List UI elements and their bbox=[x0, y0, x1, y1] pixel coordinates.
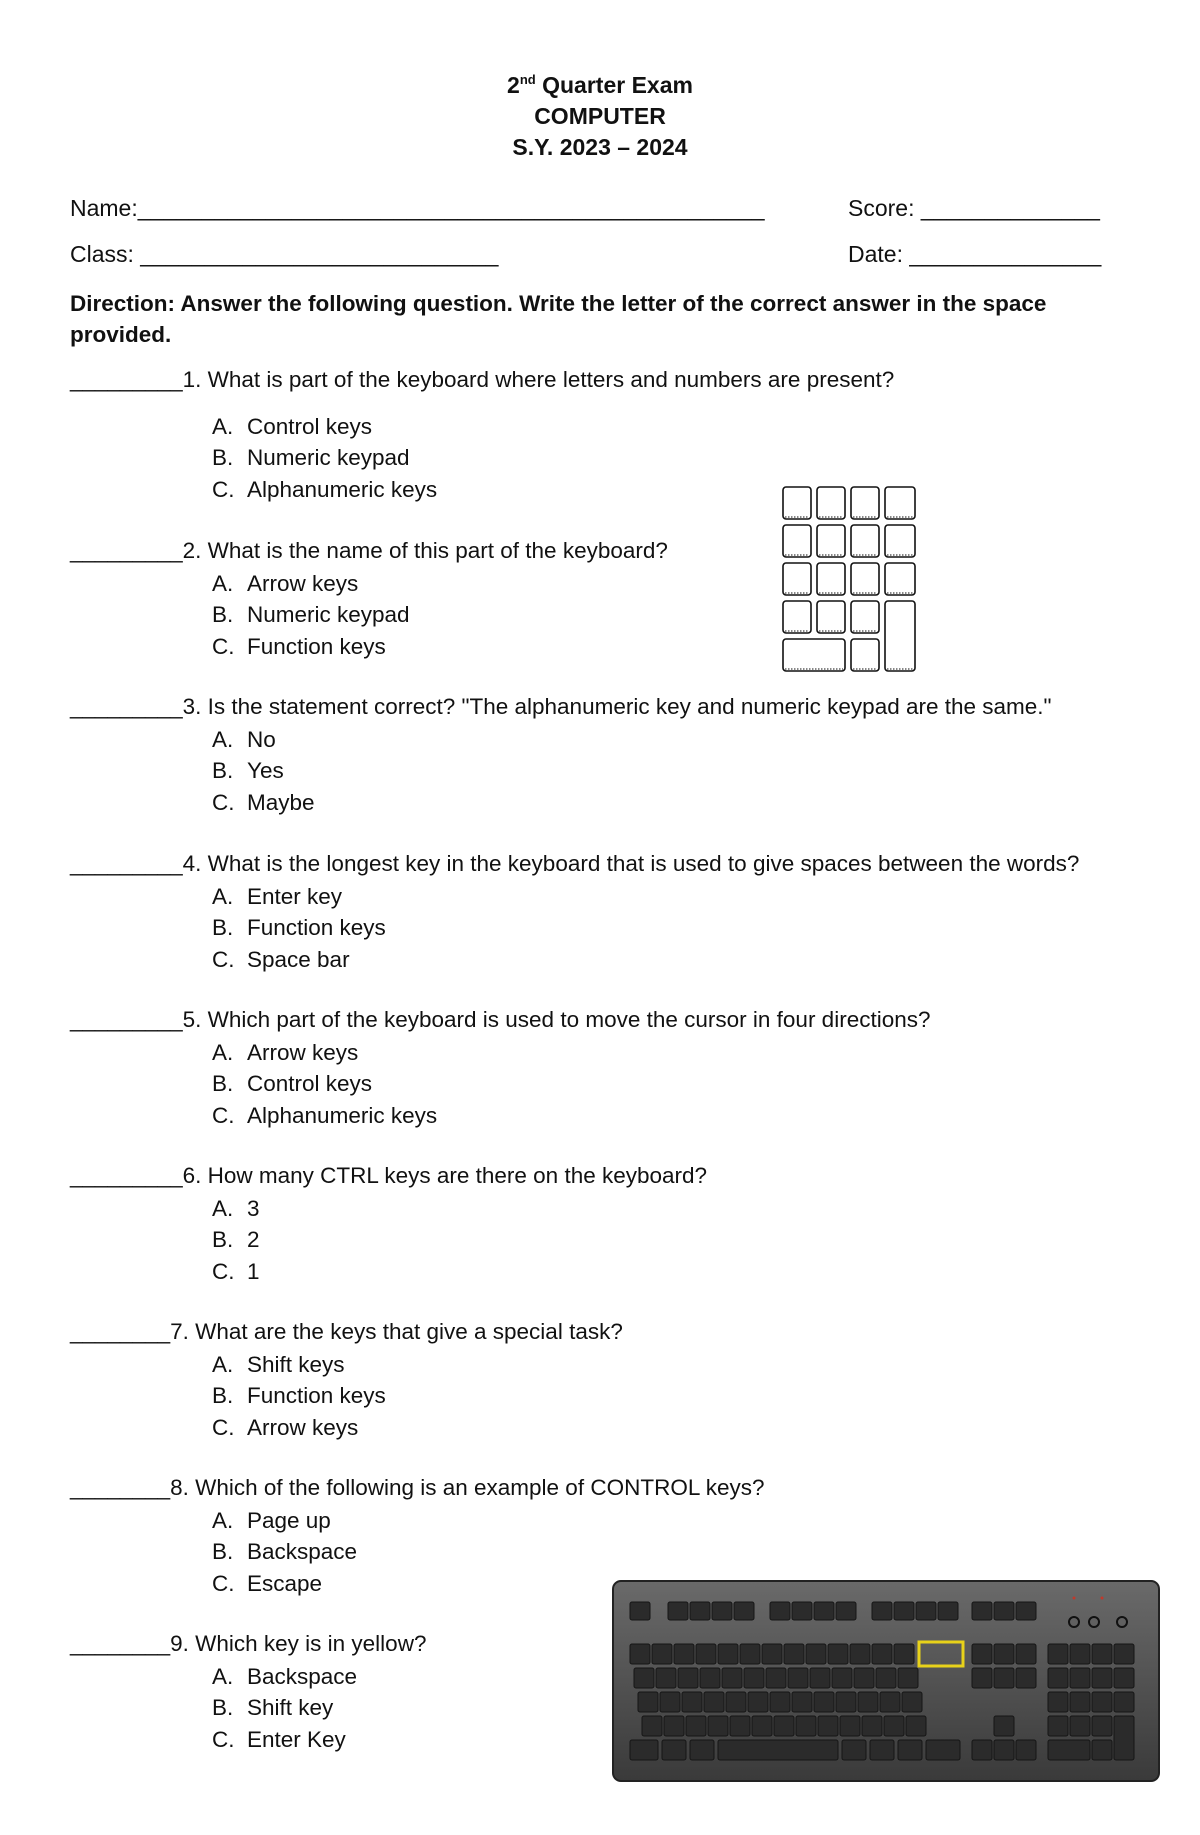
name-field[interactable]: Name:_________________________________________________ bbox=[70, 195, 765, 221]
question-8: ________8. Which of the following is an example of CONTROL keys? bbox=[70, 1475, 765, 1500]
choice-b: B. Shift key bbox=[212, 1695, 334, 1721]
keyboard-key bbox=[630, 1602, 650, 1620]
keypad-key bbox=[817, 601, 845, 633]
keyboard-key bbox=[752, 1716, 772, 1736]
question-5: _________5. Which part of the keyboard is used to move the cursor in four directions? bbox=[70, 1007, 931, 1032]
keyboard-key bbox=[734, 1602, 754, 1620]
keyboard-key bbox=[842, 1740, 866, 1760]
exam-header bbox=[0, 70, 1200, 163]
keyboard-key bbox=[708, 1716, 728, 1736]
keypad-key bbox=[783, 563, 811, 595]
keyboard-key bbox=[766, 1668, 786, 1688]
question-1: _________1. What is part of the keyboard where letters and numbers are present? bbox=[70, 367, 895, 392]
keyboard-key bbox=[686, 1716, 706, 1736]
keyboard-key bbox=[1070, 1644, 1090, 1664]
keyboard-key bbox=[718, 1740, 838, 1760]
keyboard-key bbox=[696, 1644, 716, 1664]
keyboard-key bbox=[898, 1668, 918, 1688]
keyboard-key bbox=[700, 1668, 720, 1688]
keyboard-key bbox=[796, 1716, 816, 1736]
keyboard-key bbox=[862, 1716, 882, 1736]
keyboard-key bbox=[1048, 1740, 1090, 1760]
keyboard-key bbox=[674, 1644, 694, 1664]
keyboard-key bbox=[814, 1692, 834, 1712]
keyboard-key bbox=[858, 1692, 878, 1712]
keyboard-key bbox=[1114, 1644, 1134, 1664]
question-4: _________4. What is the longest key in the keyboard that is used to give spaces between the words? bbox=[70, 851, 1080, 876]
class-field[interactable]: Class: ____________________________ bbox=[70, 241, 499, 267]
question-1-choices bbox=[212, 411, 437, 505]
keyboard-key bbox=[806, 1644, 826, 1664]
keypad-key bbox=[851, 487, 879, 519]
keyboard-key bbox=[972, 1644, 992, 1664]
class-date-row bbox=[70, 241, 1110, 271]
keyboard-key bbox=[898, 1740, 922, 1760]
question-5-choices bbox=[212, 1037, 437, 1131]
keyboard-key bbox=[994, 1716, 1014, 1736]
keyboard-key bbox=[730, 1716, 750, 1736]
keyboard-key bbox=[718, 1644, 738, 1664]
keyboard-key bbox=[784, 1644, 804, 1664]
keyboard-key bbox=[1048, 1716, 1068, 1736]
keyboard-key bbox=[926, 1740, 960, 1760]
keyboard-key bbox=[712, 1602, 732, 1620]
keypad-key bbox=[885, 563, 915, 595]
keyboard-key bbox=[894, 1644, 914, 1664]
score-field[interactable]: Score: ______________ bbox=[848, 195, 1100, 221]
keyboard-key bbox=[832, 1668, 852, 1688]
keyboard-key bbox=[902, 1692, 922, 1712]
keyboard-key bbox=[906, 1716, 926, 1736]
keyboard-key bbox=[814, 1602, 834, 1620]
choice-c: C. Alphanumeric keys bbox=[212, 476, 438, 502]
choice-b: B. Numeric keypad bbox=[212, 602, 410, 628]
keyboard-key bbox=[884, 1716, 904, 1736]
keyboard-key bbox=[836, 1602, 856, 1620]
keyboard-key bbox=[690, 1602, 710, 1620]
choice-c: C. Space bar bbox=[212, 946, 350, 972]
keyboard-key bbox=[1070, 1692, 1090, 1712]
choice-a: A. Backspace bbox=[212, 1664, 358, 1689]
name-score-row bbox=[70, 195, 1110, 225]
choice-c: C. Arrow keys bbox=[212, 1414, 359, 1440]
question-4-choices bbox=[212, 881, 386, 975]
choice-b: B. Control keys bbox=[212, 1071, 373, 1097]
keyboard-key bbox=[1016, 1644, 1036, 1664]
choice-a: A. No bbox=[212, 727, 276, 752]
keyboard-key bbox=[1114, 1716, 1134, 1760]
keyboard-key bbox=[994, 1644, 1014, 1664]
directions: Direction: Answer the following question. Write the letter of the correct answer in the space provided. bbox=[70, 291, 1047, 347]
question-7-choices bbox=[212, 1349, 386, 1443]
keyboard-key bbox=[1092, 1692, 1112, 1712]
keyboard-key bbox=[994, 1668, 1014, 1688]
keyboard-key bbox=[704, 1692, 724, 1712]
keyboard-key bbox=[872, 1602, 892, 1620]
keyboard-key bbox=[836, 1692, 856, 1712]
keyboard-key bbox=[664, 1716, 684, 1736]
choice-a: A. Arrow keys bbox=[212, 1040, 359, 1065]
keyboard-key bbox=[668, 1602, 688, 1620]
keyboard-key bbox=[652, 1644, 672, 1664]
keyboard-key bbox=[770, 1602, 790, 1620]
keyboard-key bbox=[1048, 1692, 1068, 1712]
keyboard-key bbox=[1048, 1644, 1068, 1664]
keyboard-key bbox=[972, 1668, 992, 1688]
choice-a: A. Page up bbox=[212, 1508, 331, 1533]
keyboard-key bbox=[762, 1644, 782, 1664]
choice-c: C. Escape bbox=[212, 1570, 323, 1596]
choice-b: B. 2 bbox=[212, 1227, 260, 1253]
keyboard-key bbox=[656, 1668, 676, 1688]
keyboard-key bbox=[938, 1602, 958, 1620]
keypad-key bbox=[783, 601, 811, 633]
question-3-choices bbox=[212, 724, 315, 818]
choice-c: C. Function keys bbox=[212, 633, 386, 659]
keyboard-key bbox=[916, 1602, 936, 1620]
keyboard-key bbox=[1048, 1668, 1068, 1688]
choice-c: C. Maybe bbox=[212, 789, 315, 815]
keyboard-key bbox=[792, 1602, 812, 1620]
choice-b: B. Backspace bbox=[212, 1539, 358, 1565]
keypad-key bbox=[783, 525, 811, 557]
keyboard-key bbox=[682, 1692, 702, 1712]
keypad-key bbox=[885, 487, 915, 519]
question-6-choices bbox=[212, 1193, 260, 1287]
keyboard-key bbox=[994, 1740, 1014, 1760]
choice-c: C. 1 bbox=[212, 1258, 260, 1284]
keyboard-key bbox=[634, 1668, 654, 1688]
keyboard-key bbox=[788, 1668, 808, 1688]
choice-a: A. Shift keys bbox=[212, 1352, 345, 1377]
keyboard-key bbox=[1016, 1668, 1036, 1688]
keypad-key bbox=[885, 525, 915, 557]
keypad-key bbox=[851, 601, 879, 633]
keyboard-key bbox=[872, 1644, 892, 1664]
choice-a: A. Arrow keys bbox=[212, 571, 359, 596]
keyboard-image bbox=[612, 1580, 1160, 1782]
keyboard-key bbox=[994, 1602, 1014, 1620]
keyboard-key bbox=[1114, 1692, 1134, 1712]
keyboard-key bbox=[810, 1668, 830, 1688]
keyboard-key bbox=[630, 1644, 650, 1664]
choice-a: A. Control keys bbox=[212, 414, 373, 439]
keyboard-key bbox=[840, 1716, 860, 1736]
keypad-key bbox=[783, 639, 845, 671]
keyboard-key bbox=[1016, 1740, 1036, 1760]
keypad-key bbox=[851, 563, 879, 595]
keyboard-key bbox=[876, 1668, 896, 1688]
choice-c: C. Alphanumeric keys bbox=[212, 1102, 438, 1128]
numeric-keypad-image bbox=[780, 484, 920, 674]
question-8-choices bbox=[212, 1505, 357, 1599]
question-9-choices bbox=[212, 1661, 357, 1755]
keyboard-key bbox=[662, 1740, 686, 1760]
keypad-key bbox=[817, 525, 845, 557]
keyboard-key bbox=[1092, 1740, 1112, 1760]
keyboard-key bbox=[1016, 1602, 1036, 1620]
keyboard-key bbox=[748, 1692, 768, 1712]
question-3: _________3. Is the statement correct? "The alphanumeric key and numeric keypad are the same." bbox=[70, 694, 1052, 719]
keyboard-key bbox=[1114, 1668, 1134, 1688]
keyboard-key bbox=[642, 1716, 662, 1736]
keypad-key bbox=[851, 525, 879, 557]
keyboard-key bbox=[854, 1668, 874, 1688]
choice-a: A. Enter key bbox=[212, 884, 343, 909]
keyboard-key bbox=[678, 1668, 698, 1688]
keyboard-key bbox=[792, 1692, 812, 1712]
date-field[interactable]: Date: _______________ bbox=[848, 241, 1102, 267]
question-2: _________2. What is the name of this part of the keyboard? bbox=[70, 538, 668, 563]
question-6: _________6. How many CTRL keys are there on the keyboard? bbox=[70, 1163, 708, 1188]
keypad-key bbox=[783, 487, 811, 519]
keyboard-key bbox=[850, 1644, 870, 1664]
choice-b: B. Function keys bbox=[212, 915, 386, 941]
exam-subject: COMPUTER bbox=[534, 103, 666, 129]
exam-title: 2nd Quarter Exam bbox=[507, 72, 693, 98]
keyboard-key bbox=[690, 1740, 714, 1760]
keyboard-key bbox=[828, 1644, 848, 1664]
keyboard-key bbox=[1092, 1668, 1112, 1688]
question-9: ________9. Which key is in yellow? bbox=[70, 1631, 427, 1656]
keyboard-key bbox=[722, 1668, 742, 1688]
keyboard-key bbox=[1092, 1644, 1112, 1664]
keyboard-key bbox=[630, 1740, 658, 1760]
choice-b: B. Yes bbox=[212, 758, 284, 784]
question-7: ________7. What are the keys that give a special task? bbox=[70, 1319, 623, 1344]
choice-c: C. Enter Key bbox=[212, 1726, 346, 1752]
choice-a: A. 3 bbox=[212, 1196, 260, 1221]
keyboard-key bbox=[1070, 1668, 1090, 1688]
keypad-key bbox=[817, 487, 845, 519]
question-2-choices bbox=[212, 568, 410, 662]
keyboard-key bbox=[880, 1692, 900, 1712]
keyboard-key bbox=[660, 1692, 680, 1712]
keyboard-key bbox=[774, 1716, 794, 1736]
keyboard-key bbox=[1092, 1716, 1112, 1736]
keypad-key bbox=[817, 563, 845, 595]
keyboard-key bbox=[744, 1668, 764, 1688]
keyboard-key bbox=[740, 1644, 760, 1664]
keyboard-key bbox=[870, 1740, 894, 1760]
keyboard-key bbox=[972, 1602, 992, 1620]
keyboard-key bbox=[638, 1692, 658, 1712]
school-year: S.Y. 2023 – 2024 bbox=[512, 134, 688, 160]
keyboard-key bbox=[894, 1602, 914, 1620]
keyboard-key bbox=[818, 1716, 838, 1736]
keyboard-key bbox=[770, 1692, 790, 1712]
keyboard-key bbox=[972, 1740, 992, 1760]
choice-b: B. Numeric keypad bbox=[212, 445, 410, 471]
keypad-key bbox=[885, 601, 915, 671]
keypad-key bbox=[851, 639, 879, 671]
choice-b: B. Function keys bbox=[212, 1383, 386, 1409]
keyboard-key bbox=[1070, 1716, 1090, 1736]
keyboard-key bbox=[726, 1692, 746, 1712]
